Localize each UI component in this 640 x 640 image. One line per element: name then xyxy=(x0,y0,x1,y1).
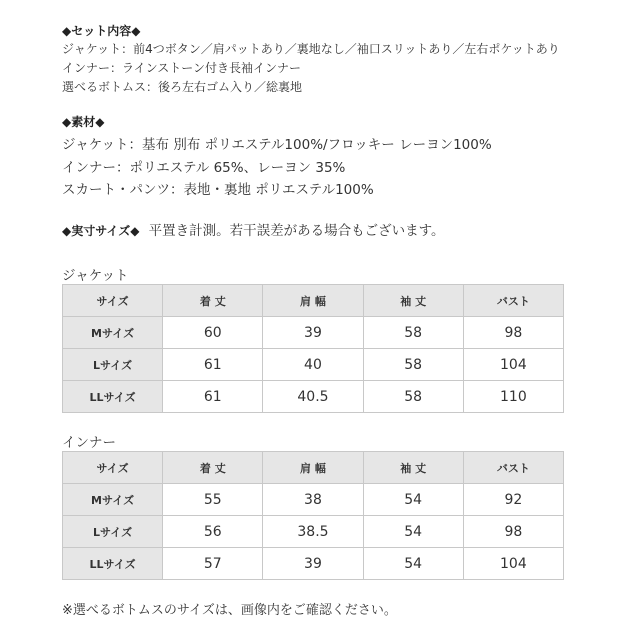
inner-size-table xyxy=(62,451,564,580)
sizes-heading-row xyxy=(62,219,445,239)
header-cell: 着 丈 xyxy=(163,285,263,317)
header-cell: サイズ xyxy=(63,452,163,484)
row-header-cell: Mサイズ xyxy=(63,317,163,349)
table-cell: 54 xyxy=(363,484,463,516)
table-row xyxy=(63,317,564,349)
table-header-row xyxy=(63,452,564,484)
table-cell: 98 xyxy=(463,516,563,548)
table-row xyxy=(63,381,564,413)
inner-table-caption: インナー xyxy=(62,435,116,451)
row-header-cell: LLサイズ xyxy=(63,381,163,413)
header-cell: 袖 丈 xyxy=(363,285,463,317)
jacket-table-caption: ジャケット xyxy=(62,268,129,284)
table-cell: 55 xyxy=(163,484,263,516)
table-cell: 56 xyxy=(163,516,263,548)
row-header-cell: Lサイズ xyxy=(63,349,163,381)
table-cell: 58 xyxy=(363,349,463,381)
table-cell: 54 xyxy=(363,516,463,548)
row-header-cell: Mサイズ xyxy=(63,484,163,516)
table-row xyxy=(63,516,564,548)
header-cell: 袖 丈 xyxy=(363,452,463,484)
materials-line: スカート・パンツ：表地・裏地 ポリエステル100% xyxy=(62,182,374,198)
materials-line: インナー：ポリエステル 65%、レーヨン 35% xyxy=(62,160,346,176)
header-cell: 肩 幅 xyxy=(263,285,363,317)
row-header-cell: LLサイズ xyxy=(63,548,163,580)
set-contents-heading: ◆セット内容◆ xyxy=(62,24,141,38)
set-contents-line: インナー：ラインストーン付き長袖インナー xyxy=(62,61,302,75)
table-cell: 98 xyxy=(463,317,563,349)
table-cell: 40.5 xyxy=(263,381,363,413)
table-cell: 104 xyxy=(463,349,563,381)
table-cell: 38.5 xyxy=(263,516,363,548)
table-cell: 104 xyxy=(463,548,563,580)
table-row xyxy=(63,349,564,381)
table-row xyxy=(63,484,564,516)
table-cell: 39 xyxy=(263,317,363,349)
footer-note: ※選べるボトムスのサイズは、画像内をご確認ください。 xyxy=(62,603,397,618)
row-header-cell: Lサイズ xyxy=(63,516,163,548)
materials-line: ジャケット：基布 別布 ポリエステル100%/フロッキー レーヨン100% xyxy=(62,137,492,153)
table-cell: 61 xyxy=(163,381,263,413)
header-cell: 着 丈 xyxy=(163,452,263,484)
header-cell: 肩 幅 xyxy=(263,452,363,484)
table-row xyxy=(63,548,564,580)
set-contents-line: 選べるボトムス：後ろ左右ゴム入り／総裏地 xyxy=(62,80,303,94)
table-cell: 54 xyxy=(363,548,463,580)
table-cell: 40 xyxy=(263,349,363,381)
sizes-heading: ◆実寸サイズ◆ xyxy=(62,224,140,238)
sizes-note: 平置き計測。若干誤差がある場合もございます。 xyxy=(148,223,445,239)
materials-heading: ◆素材◆ xyxy=(62,115,105,129)
table-cell: 58 xyxy=(363,381,463,413)
table-cell: 57 xyxy=(163,548,263,580)
table-cell: 39 xyxy=(263,548,363,580)
table-cell: 92 xyxy=(463,484,563,516)
table-header-row xyxy=(63,285,564,317)
header-cell: バスト xyxy=(463,285,563,317)
jacket-size-table xyxy=(62,284,564,413)
header-cell: バスト xyxy=(463,452,563,484)
table-cell: 60 xyxy=(163,317,263,349)
table-cell: 61 xyxy=(163,349,263,381)
header-cell: サイズ xyxy=(63,285,163,317)
table-cell: 58 xyxy=(363,317,463,349)
set-contents-line: ジャケット：前4つボタン／肩パットあり／裏地なし／袖口スリットあり／左右ポケットあり xyxy=(62,42,560,56)
table-cell: 38 xyxy=(263,484,363,516)
table-cell: 110 xyxy=(463,381,563,413)
